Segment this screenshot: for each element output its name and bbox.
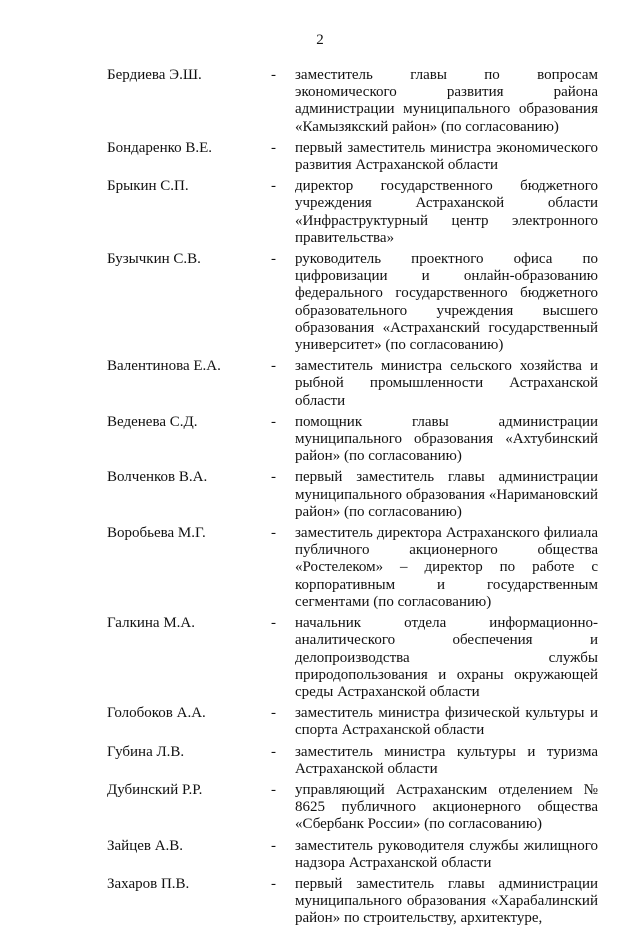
list-item <box>0 469 640 521</box>
member-position: начальник отдела информационно-аналитического обеспечения и делопроизводства службы природопользования и охраны окружающей среды Астраханской области <box>295 615 598 700</box>
list-item <box>0 251 640 354</box>
member-name: Валентинова Е.А. <box>107 358 221 375</box>
member-name: Воробьева М.Г. <box>107 525 206 542</box>
member-position: помощник главы администрации муниципального образования «Ахтубинский район» (по согласованию) <box>295 413 598 465</box>
list-item <box>0 876 640 928</box>
member-position: заместитель министра культуры и туризма Астраханской области <box>295 743 598 777</box>
dash-separator: - <box>271 139 276 156</box>
member-position: руководитель проектного офиса по цифровизации и онлайн-образованию федерального государственного бюджетного образовательного учреждения высшего образования «Астраханский государственный университет» (по согласованию) <box>295 251 598 354</box>
member-position: заместитель директора Астраханского филиала публичного акционерного общества «Ростелеком» – директор по работе с корпоративным и государственным сегментами (по согласованию) <box>295 525 598 610</box>
list-item <box>0 744 640 778</box>
member-name: Бондаренко В.Е. <box>107 139 213 156</box>
list-item <box>0 838 640 872</box>
dash-separator: - <box>271 837 276 854</box>
dash-separator: - <box>271 358 276 375</box>
member-name: Губина Л.В. <box>107 743 185 760</box>
dash-separator: - <box>271 178 276 195</box>
dash-separator: - <box>271 615 276 632</box>
dash-separator: - <box>271 705 276 722</box>
member-name: Бердиева Э.Ш. <box>107 67 202 83</box>
list-item <box>0 67 640 136</box>
member-position: первый заместитель министра экономического развития Астраханской области <box>295 139 598 174</box>
member-position: первый заместитель главы администрации муниципального образования «Наримановский район» (по согласованию) <box>295 469 598 520</box>
list-item <box>0 782 640 834</box>
member-position: управляющий Астраханским отделением № 8625 публичного акционерного общества «Сбербанк России» (по согласованию) <box>295 781 598 833</box>
member-name: Дубинский Р.Р. <box>107 781 203 798</box>
dash-separator: - <box>271 413 276 430</box>
dash-separator: - <box>271 743 276 760</box>
dash-separator: - <box>271 67 276 83</box>
member-name: Галкина М.А. <box>107 615 195 632</box>
dash-separator: - <box>271 781 276 798</box>
dash-separator: - <box>271 251 276 268</box>
dash-separator: - <box>271 469 276 486</box>
member-name: Веденева С.Д. <box>107 413 198 430</box>
list-item <box>0 358 640 410</box>
list-item <box>0 178 640 247</box>
dash-separator: - <box>271 875 276 892</box>
list-item <box>0 414 640 466</box>
list-item <box>0 705 640 739</box>
page-number: 2 <box>316 32 324 48</box>
list-item <box>0 615 640 701</box>
member-name: Голобоков А.А. <box>107 705 206 722</box>
member-position: директор государственного бюджетного учреждения Астраханской области «Инфраструктурный центр электронного правительства» <box>295 178 598 246</box>
member-position: заместитель министра физической культуры и спорта Астраханской области <box>295 705 598 739</box>
member-position: заместитель главы по вопросам экономического развития района администрации муниципального образования «Камызякский район» (по согласованию) <box>295 67 598 135</box>
member-name: Захаров П.В. <box>107 875 190 892</box>
member-name: Бузычкин С.В. <box>107 251 201 268</box>
dash-separator: - <box>271 525 276 542</box>
member-name: Брыкин С.П. <box>107 178 189 195</box>
member-position: заместитель министра сельского хозяйства и рыбной промышленности Астраханской области <box>295 358 598 409</box>
members-list <box>0 67 640 932</box>
member-name: Зайцев А.В. <box>107 837 184 854</box>
member-name: Волченков В.А. <box>107 469 208 486</box>
member-position: заместитель руководителя службы жилищного надзора Астраханской области <box>295 837 598 871</box>
list-item <box>0 525 640 611</box>
list-item <box>0 140 640 174</box>
member-position: первый заместитель главы администрации муниципального образования «Харабалинский район» по строительству, архитектуре, <box>295 875 598 927</box>
